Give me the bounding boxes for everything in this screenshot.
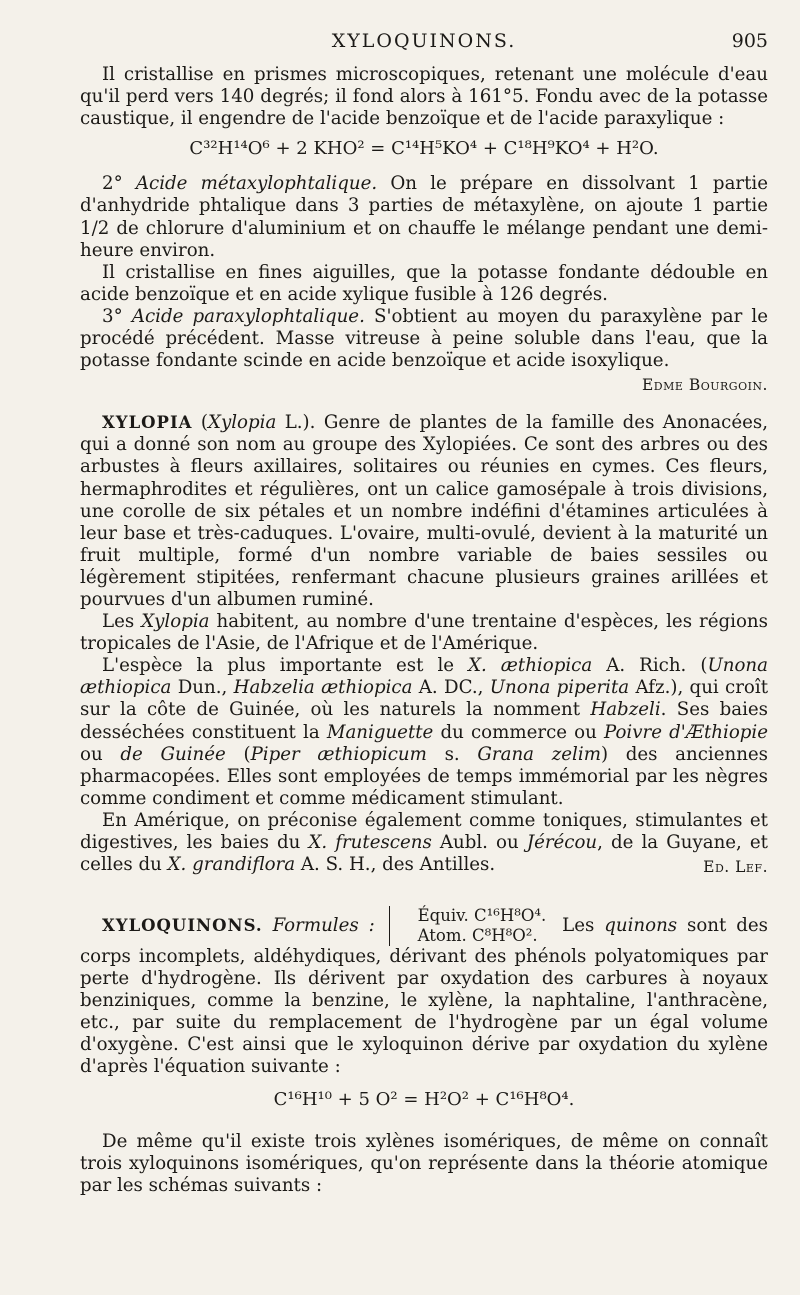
- paragraph-paraxylophtalic: [80, 305, 768, 395]
- page-number: 905: [731, 30, 768, 52]
- paragraph-crystallisation: Il cristallise en prismes microscopiques, retenant une molécule d'eau qu'il perd vers 140 degrés; il fond alors à 161°5. Fondu avec de la potasse caustique, il engendre de l'acide benzoïque et de l'acide paraxylique :: [80, 64, 768, 130]
- text-run: du commerce ou: [433, 721, 604, 743]
- common-name: de Guinée: [120, 743, 226, 765]
- species-name: X. grandiflora: [167, 854, 296, 876]
- text-run: Les: [552, 915, 605, 937]
- paragraph-metaxylophtalic: [80, 173, 768, 261]
- equation-oxidation: C¹⁶H¹⁰ + 5 O² = H²O² + C¹⁶H⁸O⁴.: [273, 1089, 575, 1111]
- author-signature: Ed. Lef.: [703, 858, 768, 877]
- formula-atom: Atom. C⁸H⁸O².: [417, 926, 538, 946]
- paragraph-text: On le prépare en dissolvant 1 partie d'anhydride phtalique dans 3 parties de métaxylène, on ajoute 1 partie 1/2 de chlorure d'aluminium et on chauffe le mélange pendant une demi-heure environ.: [80, 173, 769, 261]
- page-body: [80, 64, 768, 1198]
- text-run: Dun.,: [171, 677, 234, 699]
- text-run: Les: [102, 611, 142, 633]
- author-signature: Edme Bourgoin.: [641, 376, 768, 395]
- text-run: (: [225, 743, 251, 765]
- species-name: X. æthiopica: [468, 655, 593, 677]
- running-title: XYLOQUINONS.: [331, 30, 517, 52]
- compound-title: Acide métaxylophtalique.: [135, 173, 378, 195]
- formulas-label: Formules :: [272, 915, 375, 937]
- text-run: habitent, au nombre d'une trentaine d'espèces, les régions tropicales de l'Asie, de l'Afrique et de l'Amérique.: [80, 611, 768, 655]
- text-run: . Ses baies desséchées constituent la: [80, 699, 768, 743]
- page-header: [80, 30, 768, 58]
- section-spacer: [80, 876, 768, 906]
- text-run: En Amérique, on préconise également comme toniques, stimulantes et digestives, les baies du: [80, 809, 768, 853]
- text-run: A. DC.,: [412, 677, 490, 699]
- equation-potash-fusion: C³²H¹⁴O⁶ + 2 KHO² = C¹⁴H⁵KO⁴ + C¹⁸H⁹KO⁴ + H²O.: [189, 138, 659, 160]
- paragraph-needles: Il cristallise en fines aiguilles, que la potasse fondante dédouble en acide benzoïque et en acide xylique fusible à 126 degrés.: [80, 261, 768, 305]
- formula-brace: [389, 906, 547, 946]
- author-abbrev: L.).: [276, 412, 316, 434]
- item-number: 3°: [102, 305, 123, 327]
- text-run: A. Rich. (: [592, 655, 708, 677]
- term: quinons: [604, 915, 678, 937]
- entry-xylopia: XYLOPIA (Xylopia L.). Genre de plantes de la famille des Anonacées, qui a donné son nom au groupe des Xylopiées. Ce sont des arbres ou des arbustes à fleurs axillaires, solitaires ou réunies en cymes. Ces fleurs, hermaphrodites et régulières, ont un calice gamosépale à trois divisions, une corolle de six pétales et un nombre indéfini d'étamines articulées à leur base et très-caduques. L'ovaire, multi-ovulé, devient à la maturité un fruit multiple, formé d'un nombre variable de baies sessiles ou légèrement stipitées, renfermant chacune plusieurs graines arillées et pourvues d'un albumen ruminé.: [80, 412, 768, 610]
- text-run: s.: [426, 743, 478, 765]
- paragraph-isomers: De même qu'il existe trois xylènes isomériques, de même on connaît trois xyloquinons isomériques, qu'on représente dans la théorie atomique par les schémas suivants :: [80, 1131, 768, 1197]
- synonym-name: Grana zelim: [477, 743, 601, 765]
- entry-xyloquinons: [80, 906, 768, 1078]
- common-name: Maniguette: [326, 721, 434, 743]
- common-name: Poivre d'Æthiopie: [603, 721, 768, 743]
- paragraph-distribution: [80, 611, 768, 655]
- paragraph-text: S'obtient au moyen du paraxylène par le procédé précédent. Masse vitreuse à peine soluble dans l'eau, que la potasse fondante scinde en acide benzoïque et acide isoxylique.: [80, 305, 768, 372]
- text-run: ) des anciennes pharmacopées. Elles sont employées de temps immémorial par les nègres comme condiment et comme médicament stimulant.: [80, 743, 769, 809]
- text-run: Aubl. ou: [431, 832, 527, 853]
- synonym-name: Unona piperita: [489, 677, 630, 699]
- compound-title: Acide paraxylophtalique.: [131, 305, 365, 327]
- text-run: sont des corps incomplets, aldéhydiques, dérivant des phénols polyatomiques par perte d'hydrogène. Ils dérivent par oxydation des carbures à noyaux benziniques, comme la benzine, le xylène, la naphtaline, l'anthracène, etc., par suite du remplacement de l'hydrogène par un égal volume d'oxygène. C'est ainsi que le xyloquinon dérive par oxydation du xylène d'après l'équation suivante :: [80, 915, 768, 1078]
- text-run: A. S. H., des Antilles.: [295, 854, 496, 876]
- synonym-name: Piper æthiopicum: [250, 743, 427, 765]
- synonym-name: Habzelia æthiopica: [233, 677, 413, 699]
- common-name: Jérécou: [526, 832, 598, 853]
- paragraph-text: Genre de plantes de la famille des Anonacées, qui a donné son nom au groupe des Xylopiées. Ce sont des arbres ou des arbustes à fleurs axillaires, solitaires ou réunies en cymes. Ces fleurs, hermaphrodites et régulières, ont un calice gamosépale à trois divisions, une corolle de six pétales et un nombre indéfini d'étamines articulées à leur base et très-caduques. L'ovaire, multi-ovulé, devient à la maturité un fruit multiple, formé d'un nombre variable de baies sessiles ou légèrement stipitées, renfermant chacune plusieurs graines arillées et pourvues d'un albumen ruminé.: [80, 412, 768, 610]
- species-name: X. frutescens: [308, 832, 432, 853]
- text-run: L'espèce la plus importante est le: [102, 655, 469, 677]
- genus-name: Xylopia: [208, 412, 277, 434]
- synonym-name: Unona æthiopica: [80, 655, 768, 699]
- entry-headword: XYLOPIA: [102, 413, 193, 433]
- entry-headword: XYLOQUINONS.: [102, 916, 263, 936]
- text-run: ou: [80, 743, 121, 765]
- paragraph-america: [80, 810, 768, 876]
- text-run: , de la Guyane, et celles du: [80, 832, 768, 876]
- formula-equiv: Équiv. C¹⁶H⁸O⁴.: [417, 906, 547, 926]
- genus-name: Xylopia: [141, 611, 210, 633]
- common-name: Habzeli: [590, 699, 661, 721]
- text-run: Afz.), qui croît sur la côte de Guinée, où les naturels la nomment: [80, 677, 769, 721]
- item-number: 2°: [102, 173, 123, 195]
- paragraph-aethiopica: [80, 655, 768, 810]
